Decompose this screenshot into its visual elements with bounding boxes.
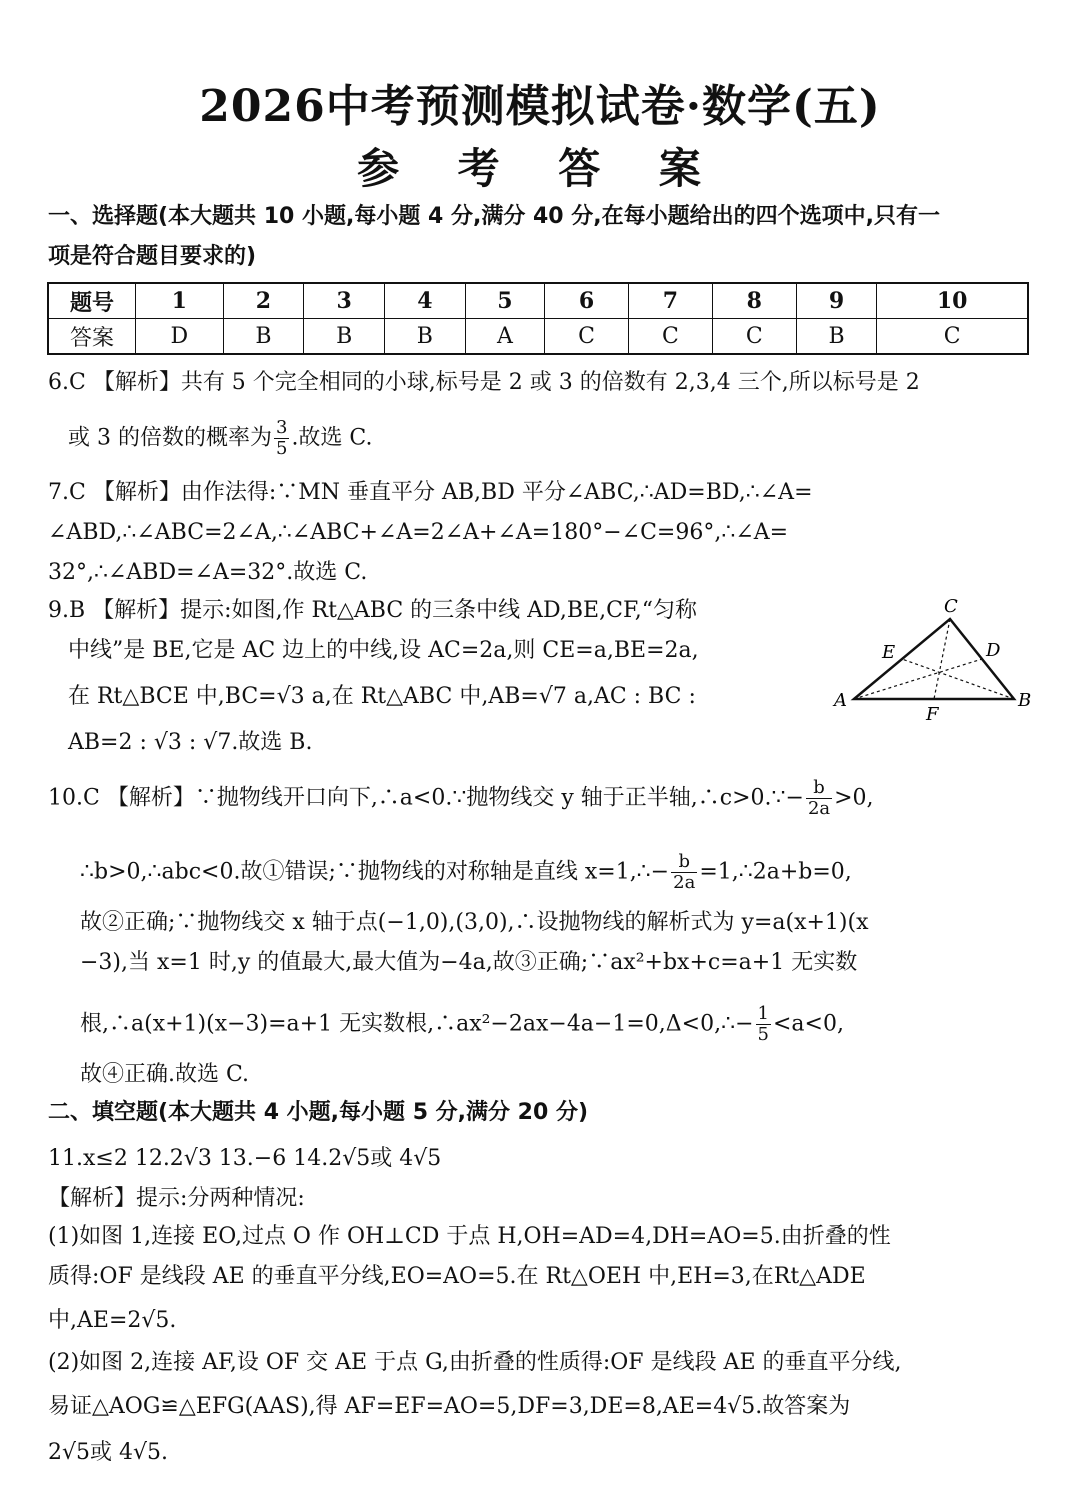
table-row-answers (48, 319, 1028, 355)
q10-text-end: >0, (834, 785, 874, 811)
q6-fraction (274, 418, 289, 459)
q7-line2: ∠ABD,∴∠ABC=2∠A,∴∠ABC+∠A=2∠A+∠A=180°−∠C=96°,∴∠A= (48, 520, 789, 545)
fill-answers: 11.x≤2 12.2√3 13.−6 14.2√5或 4√5 (48, 1146, 442, 1171)
q10-text: 根,∴a(x+1)(x−3)=a+1 无实数根,∴ax²−2ax−4a−1=0,Δ<0,∴− (80, 1011, 754, 1037)
explain-line6: 易证△AOG≌△EFG(AAS),得 AF=EF=AO=5,DF=3,DE=8,AE=4√5.故答案为 (48, 1394, 851, 1419)
q10-fraction-2 (671, 852, 697, 893)
table-cell: B (385, 319, 466, 355)
answer-table (47, 282, 1029, 355)
explain-line5: (2)如图 2,连接 AF,设 OF 交 AE 于点 G,由折叠的性质得:OF 是线段 AE 的垂直平分线, (48, 1350, 902, 1375)
table-cell: A (465, 319, 544, 355)
q6-line2 (68, 418, 372, 459)
label-f: F (926, 704, 939, 724)
section2-heading: 二、填空题(本大题共 4 小题,每小题 5 分,满分 20 分) (48, 1100, 589, 1125)
q6-text-end: .故选 C. (291, 425, 373, 451)
explain-line2: (1)如图 1,连接 EO,过点 O 作 OH⊥CD 于点 H,OH=AD=4,DH=AO=5.由折叠的性 (48, 1224, 891, 1249)
table-cell: 7 (628, 283, 712, 319)
table-cell: 4 (385, 283, 466, 319)
denominator: 2a (673, 872, 696, 893)
table-cell: C (712, 319, 796, 355)
label-e: E (882, 642, 896, 663)
q10-text-end: <a<0, (772, 1011, 844, 1037)
explain-line1: 【解析】提示:分两种情况: (48, 1186, 305, 1211)
table-cell: 3 (304, 283, 385, 319)
explain-line7: 2√5或 4√5. (48, 1440, 169, 1465)
q10-text: 10.C 【解析】∵抛物线开口向下,∴a<0.∵抛物线交 y 轴于正半轴,∴c>0.∵− (48, 785, 804, 811)
table-header-answer: 答案 (48, 319, 136, 355)
denominator: 2a (807, 798, 831, 819)
triangle-figure (826, 594, 1036, 724)
table-cell: D (136, 319, 224, 355)
q10-line1 (48, 778, 874, 819)
table-cell: 8 (712, 283, 796, 319)
q6-text: 或 3 的倍数的概率为 (68, 425, 272, 451)
q10-line2 (80, 852, 852, 893)
median-ad (854, 659, 982, 699)
q9-line1: 9.B 【解析】提示:如图,作 Rt△ABC 的三条中线 AD,BE,CF,“匀称 (48, 598, 698, 623)
q10-line3: 故②正确;∵抛物线交 x 轴于点(−1,0),(3,0),∴设抛物线的解析式为 y=a(x+1)(x (80, 910, 869, 935)
table-cell: 10 (877, 283, 1028, 319)
denominator: 5 (275, 438, 288, 459)
explain-line3: 质得:OF 是线段 AE 的垂直平分线,EO=AO=5.在 Rt△OEH 中,EH=3,在Rt△ADE (48, 1264, 866, 1289)
q9-line3: 在 Rt△BCE 中,BC=√3 a,在 Rt△ABC 中,AB=√7 a,AC : BC : (68, 684, 696, 709)
label-b: B (1018, 690, 1032, 711)
label-a: A (834, 690, 847, 711)
denominator: 5 (757, 1024, 769, 1045)
page-title: 2026中考预测模拟试卷·数学(五) (199, 81, 881, 132)
table-cell: C (877, 319, 1028, 355)
table-cell: B (796, 319, 877, 355)
numerator: 3 (275, 417, 288, 438)
label-c: C (944, 596, 958, 617)
q9-line2: 中线”是 BE,它是 AC 边上的中线,设 AC=2a,则 CE=a,BE=2a, (68, 638, 699, 663)
table-cell: 2 (223, 283, 304, 319)
numerator: b (806, 778, 832, 799)
q7-line1: 7.C 【解析】由作法得:∵MN 垂直平分 AB,BD 平分∠ABC,∴AD=BD,∴∠A= (48, 480, 813, 505)
numerator: 1 (757, 1003, 769, 1024)
numerator: b (671, 852, 697, 873)
table-cell: C (628, 319, 712, 355)
table-cell: 5 (465, 283, 544, 319)
table-cell: C (545, 319, 629, 355)
table-cell: B (304, 319, 385, 355)
page-subtitle: 参 考 答 案 (357, 144, 723, 193)
table-cell: 9 (796, 283, 877, 319)
q10-fraction-3 (756, 1004, 771, 1045)
q7-line3: 32°,∴∠ABD=∠A=32°.故选 C. (48, 560, 368, 585)
table-cell: 1 (136, 283, 224, 319)
q10-line6: 故④正确.故选 C. (80, 1062, 250, 1087)
explain-line4: 中,AE=2√5. (48, 1308, 177, 1333)
table-cell: 6 (545, 283, 629, 319)
table-header-number: 题号 (48, 283, 136, 319)
table-row-numbers (48, 283, 1028, 319)
q10-fraction-1 (806, 778, 832, 819)
table-cell: B (223, 319, 304, 355)
q10-text: ∴b>0,∴abc<0.故①错误;∵抛物线的对称轴是直线 x=1,∴− (80, 859, 670, 885)
section1-heading: 一、选择题(本大题共 10 小题,每小题 4 分,满分 40 分,在每小题给出的四个选项中,只有一 (48, 204, 940, 229)
q10-line5 (80, 1004, 844, 1045)
section1-heading-cont: 项是符合题目要求的) (48, 244, 257, 269)
q9-line4: AB=2 : √3 : √7.故选 B. (68, 730, 313, 755)
q6-line1: 6.C 【解析】共有 5 个完全相同的小球,标号是 2 或 3 的倍数有 2,3,4 三个,所以标号是 2 (48, 370, 920, 395)
label-d: D (986, 640, 1001, 661)
q10-line4: −3),当 x=1 时,y 的值最大,最大值为−4a,故③正确;∵ax²+bx+c=a+1 无实数 (80, 950, 858, 975)
q10-text-end: =1,∴2a+b=0, (699, 859, 852, 885)
